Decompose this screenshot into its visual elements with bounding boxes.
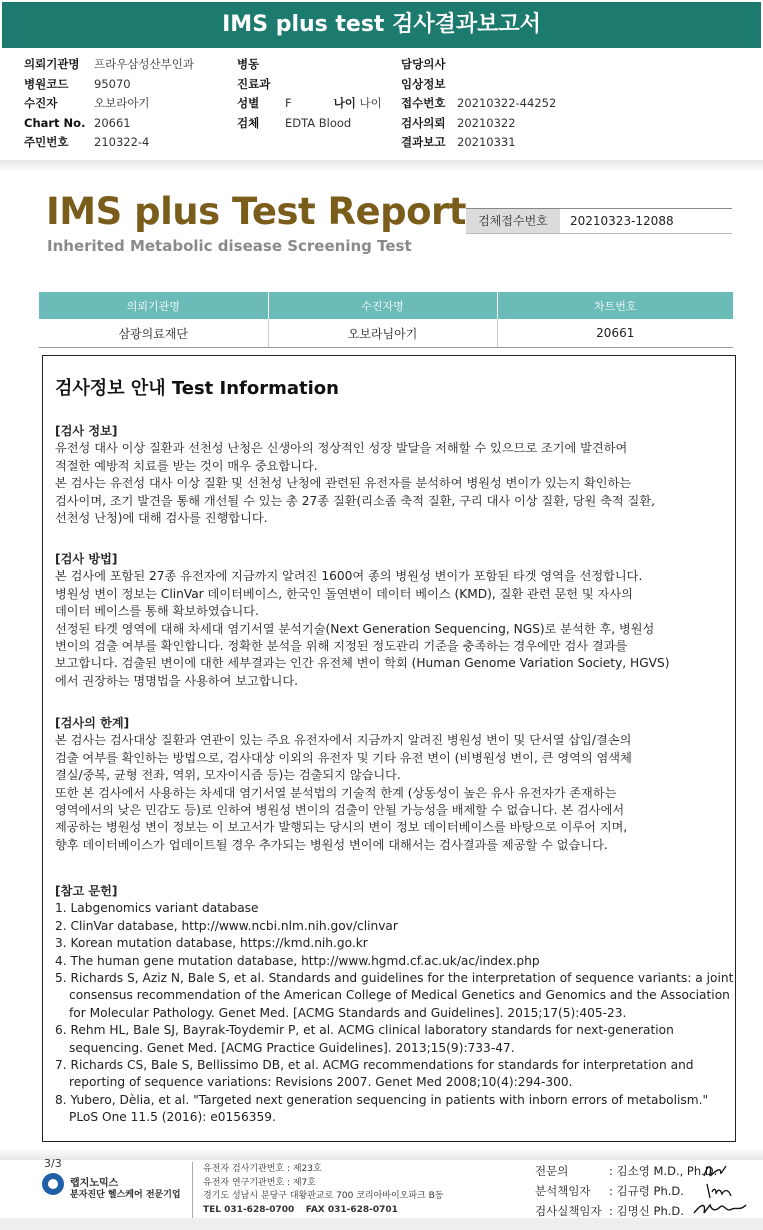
info-label: 결과보고: [401, 135, 446, 149]
footer-info-line: 경기도 성남시 분당구 대왕판교로 700 코리아바이오파크 B동: [203, 1191, 444, 1201]
info-value: 오보라아기: [94, 96, 150, 110]
paragraph-line: 검출 여부를 확인하는 방법으로, 검사대상 이외의 유전자 및 기타 유전 변이 (비병원성 변이, 큰 영역의 염색체: [55, 750, 632, 765]
section-heading: [검사 방법]: [55, 552, 118, 566]
report-title: IMS plus Test Report: [46, 190, 466, 233]
section-test-info: [55, 423, 735, 527]
signature-role: 분석책임자: [535, 1184, 591, 1198]
accession-box: [466, 208, 732, 234]
info-label: 검사의뢰: [401, 115, 446, 130]
info-row: [24, 55, 194, 75]
reference-item: 7. Richards CS, Bale S, Bellissimo DB, et al. ACMG recommendations for standards for interpretation and reporting of sequence variations: Revisions 2007. Genet Med 2008;10(4):294-300.: [55, 1058, 694, 1090]
handwritten-signature-1: [700, 1160, 730, 1182]
info-value: 20210322-44252: [457, 96, 557, 110]
paragraph-line: 본 검사는 유전성 대사 이상 질환 및 선천성 난청에 관련된 유전자를 분석하여 병원성 변이가 있는지 확인하는: [55, 476, 632, 491]
signature-row: [535, 1161, 717, 1181]
info-value: 20210322: [457, 115, 516, 130]
paragraph-line: 검사이며, 조기 발견을 통해 개선될 수 있는 총 27종 질환(리소좀 축적 질환, 구리 대사 이상 질환, 당원 축적 질환,: [55, 493, 655, 508]
info-row: [401, 55, 556, 75]
info-row: [24, 114, 194, 134]
info-row: [237, 114, 382, 134]
reference-item: 6. Rehm HL, Bale SJ, Bayrak-Toydemir P, et al. ACMG clinical laboratory standards for next-generation sequencing. Genet Med. [ACMG Practice Guidelines]. 2013;15(9):733-47.: [55, 1023, 674, 1055]
accession-label: 검체접수번호: [466, 209, 560, 233]
paragraph-line: 데이터 베이스를 통해 확보하였습니다.: [55, 604, 259, 619]
signature-name: : 김규령 Ph.D.: [609, 1184, 684, 1198]
info-row: [401, 94, 556, 114]
info-column-1: [24, 55, 194, 153]
table-cell: 20661: [497, 319, 733, 348]
info-label: 병동: [237, 57, 260, 71]
signature-role: 전문의: [535, 1164, 569, 1178]
company-name: 랩지노믹스: [70, 1178, 119, 1189]
info-row: [24, 75, 194, 95]
info-row: [237, 94, 382, 114]
signature-row: [535, 1181, 717, 1201]
reference-item: 8. Yubero, Dèlia, et al. "Targeted next generation sequencing in patients with inborn errors of metabolism." PLoS One 11.5 (2016): e0156359.: [55, 1092, 709, 1125]
table-header-cell: 의뢰기관명: [39, 292, 268, 319]
paragraph-line: 에서 권장하는 명명법을 사용하여 보고합니다.: [55, 673, 299, 688]
paragraph-line: 향후 데이터베이스가 업데이트될 경우 추가되는 병원성 변이에 대해서는 검사결과를 제공할 수 없습니다.: [55, 837, 608, 852]
report-header-title: IMS plus test 검사결과보고서: [222, 12, 541, 37]
signature-name: : 김소영 M.D., Ph.D.: [609, 1164, 718, 1178]
paragraph-line: 본 검사는 검사대상 질환과 연관이 있는 주요 유전자에서 지금까지 알려진 병원성 변이 및 단서열 삽입/결손의: [55, 733, 632, 748]
footer-info: [203, 1163, 443, 1217]
info-value: EDTA Blood: [285, 115, 352, 130]
signature-name: : 김명신 Ph.D.: [609, 1204, 684, 1218]
report-subtitle: Inherited Metabolic disease Screening Test: [47, 237, 412, 255]
test-info-title: 검사정보 안내 Test Information: [55, 378, 339, 399]
footer-divider: [0, 1148, 763, 1160]
test-information-box: [42, 355, 736, 1142]
footer-info-line: 유전자 연구기관번호 : 제7호: [203, 1177, 316, 1188]
info-row: [237, 55, 382, 75]
info-row: [401, 114, 556, 134]
signature-block: [535, 1161, 717, 1221]
info-row: [401, 133, 556, 153]
paragraph-line: 선천성 난청)에 대해 검사를 진행합니다.: [55, 511, 268, 526]
info-label: 검체: [237, 115, 260, 130]
footer-fax: FAX 031-628-0701: [305, 1204, 398, 1215]
reference-item: 2. ClinVar database, http://www.ncbi.nlm.nih.gov/clinvar: [55, 918, 398, 933]
section-heading: [검사의 한계]: [55, 716, 130, 730]
info-label: Chart No.: [24, 115, 86, 130]
section-heading: [참고 문헌]: [55, 884, 118, 898]
table-row: [39, 319, 733, 348]
info-row: [401, 75, 556, 95]
info-row: [237, 75, 382, 95]
bottom-bar: [0, 1218, 763, 1230]
info-label: 수진자: [24, 96, 58, 110]
age-value: 나이: [359, 96, 382, 110]
report-header-bar: [2, 2, 761, 48]
footer-vertical-divider: [192, 1162, 193, 1218]
info-value: 프라우삼성산부인과: [94, 57, 194, 71]
info-label: 의뢰기관명: [24, 57, 80, 71]
section-heading: [검사 정보]: [55, 424, 118, 438]
info-value: 95070: [94, 76, 131, 91]
handwritten-signature-3: [692, 1199, 748, 1219]
info-label: 성별: [237, 96, 260, 110]
section-references: [55, 883, 735, 1127]
company-tagline: 분자진단 헬스케어 전문기업: [70, 1190, 181, 1200]
info-row: [24, 133, 194, 153]
paragraph-line: 변이의 검출 여부를 확인합니다. 정확한 분석을 위해 지정된 정도관리 기준을 충족하는 경우에만 검사 결과를: [55, 639, 628, 654]
paragraph-line: 영역에서의 낮은 민감도 등)로 인하여 병원성 변이의 검출이 안될 가능성을 배제할 수 없습니다. 본 검사에서: [55, 803, 625, 818]
info-column-2: [237, 55, 382, 133]
patient-table: [39, 292, 733, 348]
table-cell: 삼광의료재단: [39, 319, 268, 348]
reference-item: 3. Korean mutation database, https://kmd.nih.go.kr: [55, 936, 368, 951]
company-logo-icon: [42, 1173, 64, 1195]
info-value: F: [285, 96, 292, 110]
info-value: 210322-4: [94, 135, 150, 149]
paragraph-line: 선정된 타겟 영역에 대해 차세대 염기서열 분석기술(Next Generation Sequencing, NGS)로 분석한 후, 병원성: [55, 621, 655, 636]
section-test-method: [55, 551, 735, 690]
paragraph-line: 보고합니다. 검출된 변이에 대한 세부결과는 인간 유전체 변이 학회 (Human Genome Variation Society, HGVS): [55, 656, 670, 671]
info-column-3: [401, 55, 556, 153]
table-header-cell: 차트번호: [497, 292, 733, 319]
info-label: 병원코드: [24, 76, 69, 91]
footer-info-line: 유전자 검사기관번호 : 제23호: [203, 1164, 322, 1174]
reference-item: 5. Richards S, Aziz N, Bale S, et al. Standards and guidelines for the interpretation of sequence variants: a joint consensus recommendation of the American College of Medical Genetics and Genomics and the Association for Molecular Pathology. Genet Med. [ACMG Standards and Guidelines]. 2015;17(5):405-23.: [55, 971, 734, 1020]
paragraph-line: 결실/중복, 균형 전좌, 역위, 모자이시즘 등)는 검출되지 않습니다.: [55, 768, 401, 783]
paragraph-line: 또한 본 검사에서 사용하는 차세대 염기서열 분석법의 기술적 한계 (상동성이 높은 유사 유전자가 존재하는: [55, 785, 617, 800]
info-value: 20210331: [457, 135, 516, 149]
info-label: 담당의사: [401, 57, 446, 71]
table-cell: 오보라님아기: [268, 319, 497, 348]
footer-tel: TEL 031-628-0700: [203, 1204, 295, 1215]
info-row: [24, 94, 194, 114]
paragraph-line: 유전성 대사 이상 질환과 선천성 난청은 신생아의 정상적인 성장 발달을 저해할 수 있으므로 조기에 발견하여: [55, 441, 628, 456]
reference-item: 4. The human gene mutation database, http://www.hgmd.cf.ac.uk/ac/index.php: [55, 953, 540, 968]
paragraph-line: 본 검사에 포함된 27종 유전자에 지금까지 알려진 1600여 종의 병원성 변이가 포함된 타겟 영역을 선정합니다.: [55, 569, 643, 584]
signature-role: 검사실책임자: [535, 1204, 602, 1218]
info-label: 임상정보: [401, 76, 446, 91]
section-test-limits: [55, 715, 735, 854]
paragraph-line: 병원성 변이 정보는 ClinVar 데이터베이스, 한국인 돌연변이 데이터 베이스 (KMD), 질환 관련 문헌 및 자사의: [55, 586, 633, 601]
paragraph-line: 제공하는 병원성 변이 정보는 이 보고서가 발행되는 당시의 변이 정보 데이터베이스를 바탕으로 이루어 지며,: [55, 820, 628, 835]
paragraph-line: 적절한 예방적 치료를 받는 것이 매우 중요합니다.: [55, 458, 318, 473]
info-label: 접수번호: [401, 96, 446, 110]
table-header-cell: 수진자명: [268, 292, 497, 319]
info-label: 주민번호: [24, 135, 69, 149]
accession-value: 20210323-12088: [570, 214, 674, 228]
reference-list: [55, 900, 735, 1126]
info-value: 20661: [94, 115, 131, 130]
info-label: 진료과: [237, 76, 271, 91]
age-label: 나이: [333, 96, 356, 110]
table-header-row: [39, 292, 733, 319]
reference-item: 1. Labgenomics variant database: [55, 901, 259, 916]
section-divider: [0, 160, 763, 172]
page-number: 3/3: [44, 1157, 62, 1170]
